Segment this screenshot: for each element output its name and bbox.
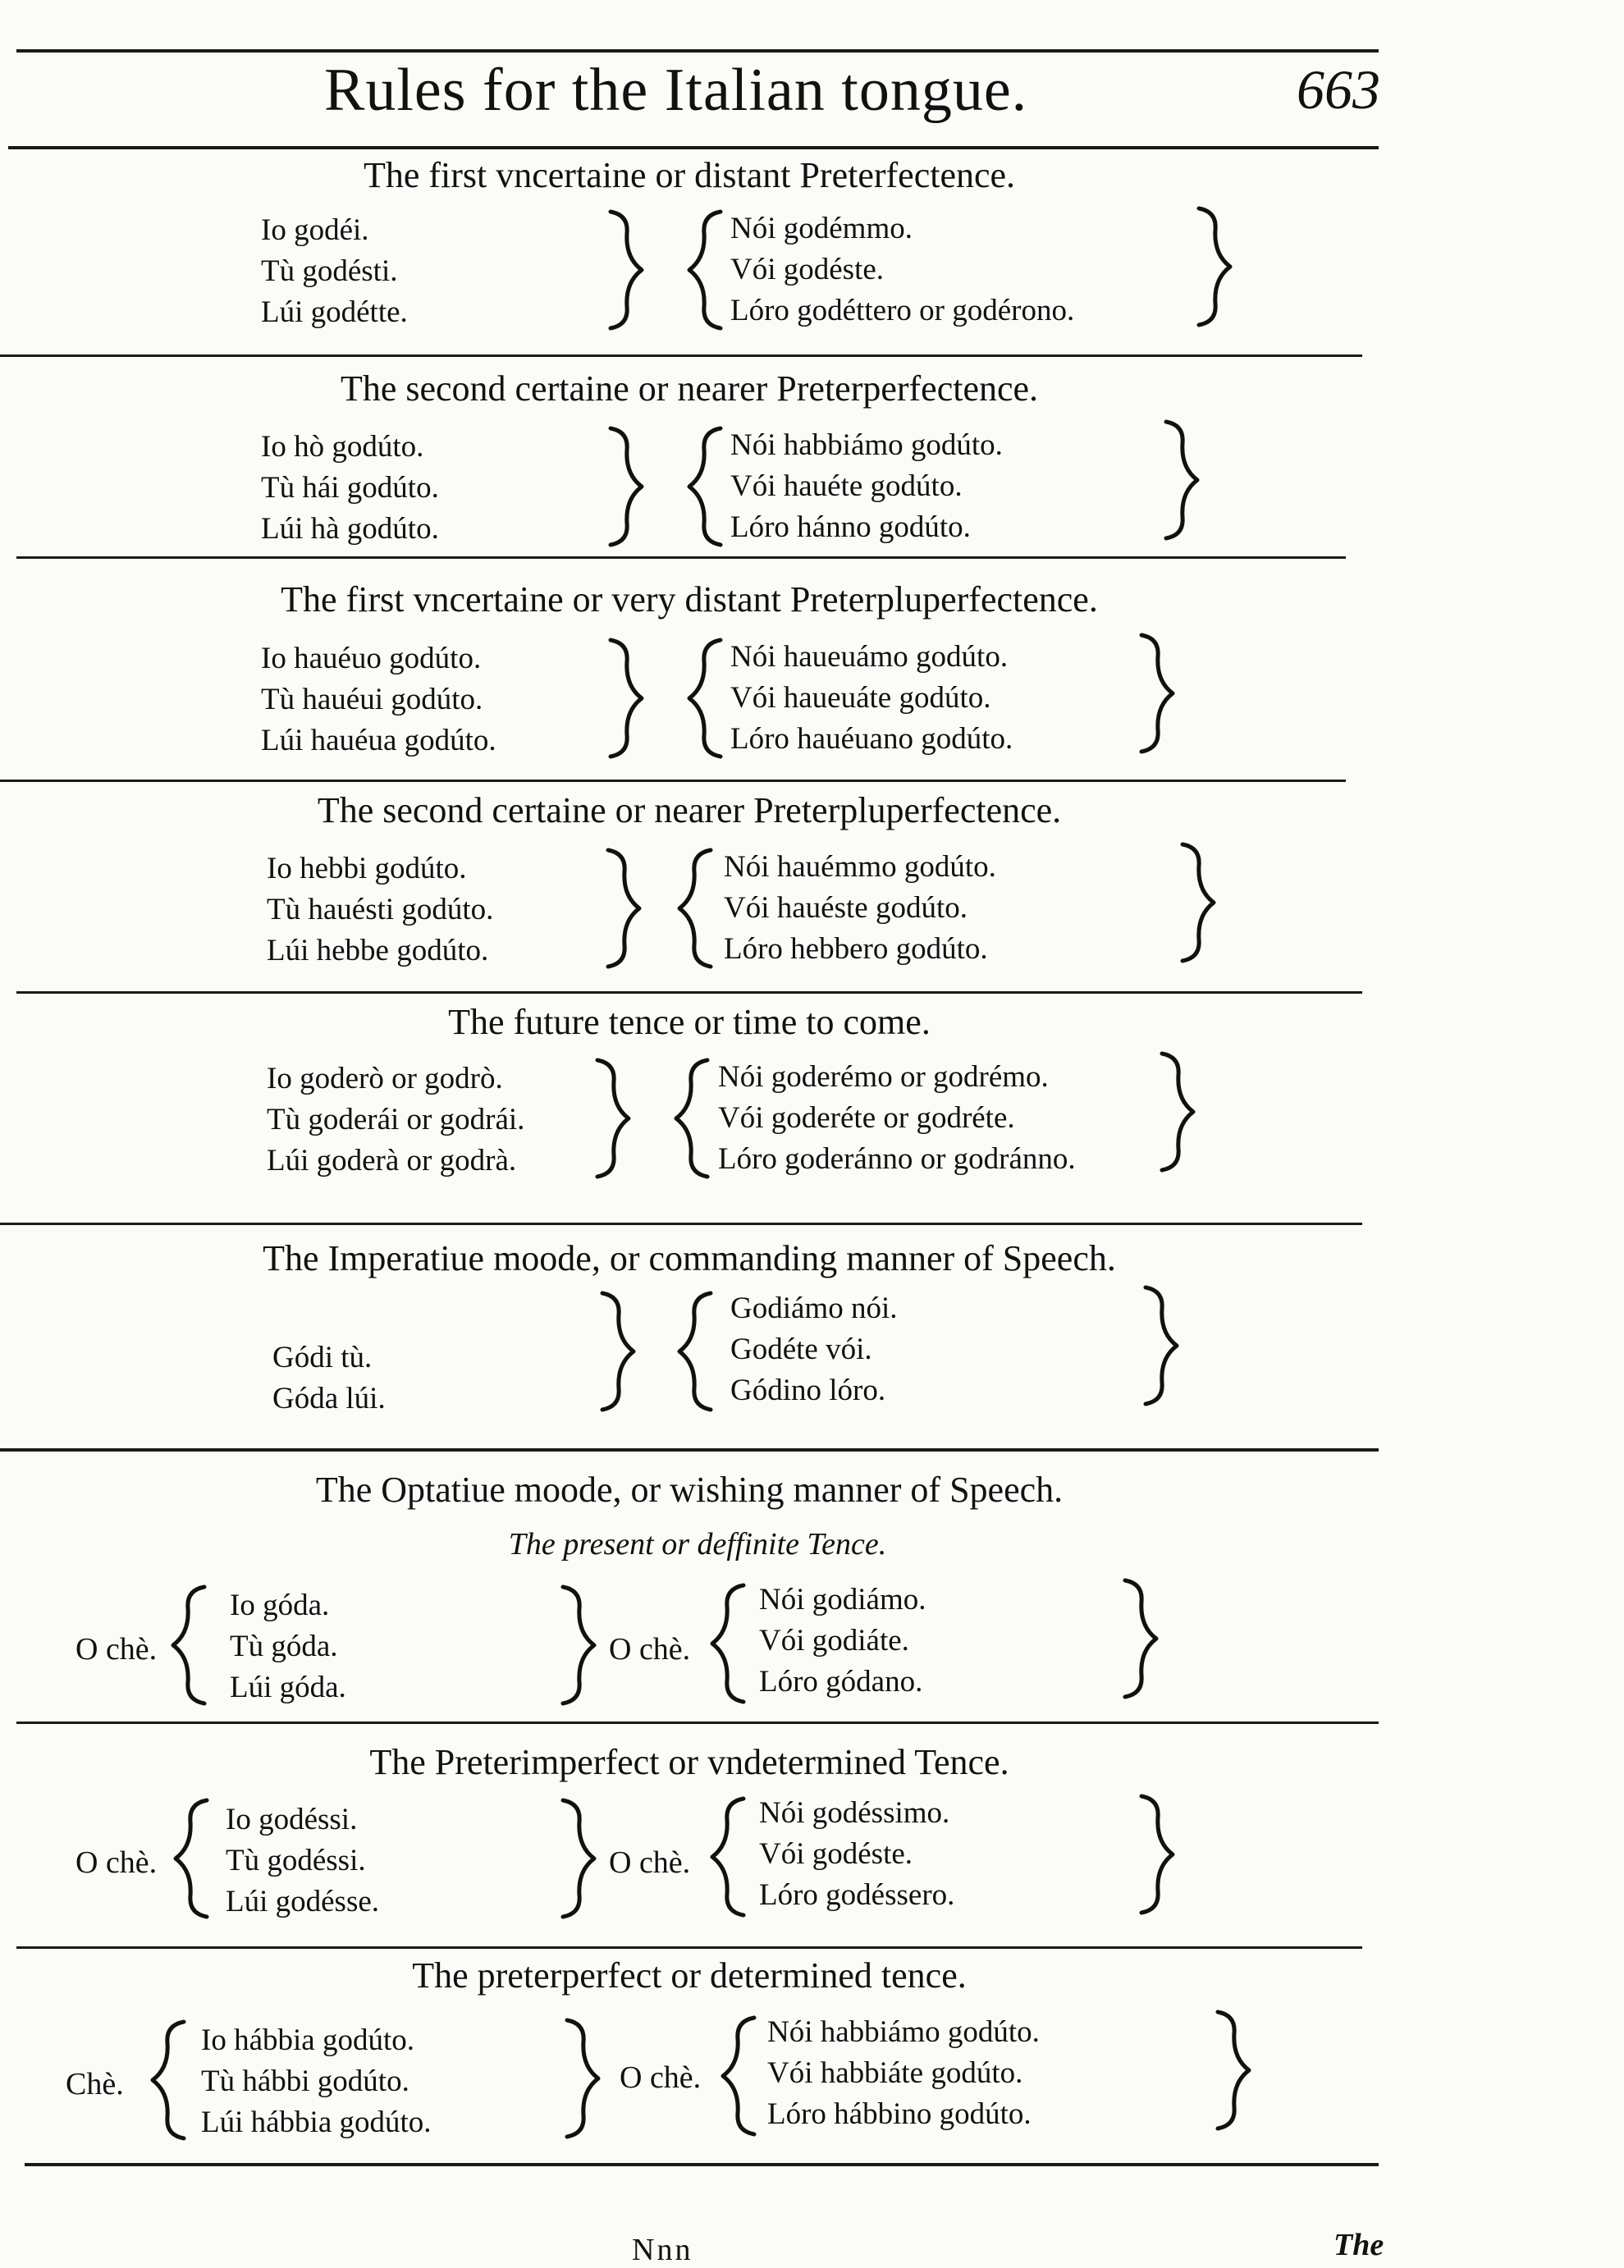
- right-brace: [1161, 418, 1202, 542]
- left-conjugation: [230, 1585, 346, 1708]
- bottom-rule: [25, 2163, 1379, 2166]
- lead-word: Chè.: [66, 2067, 124, 2101]
- right-conjugation: [730, 208, 1074, 332]
- conjugation-line: Lóro hauéuano godúto.: [730, 722, 1013, 756]
- catchword: The: [1334, 2228, 1384, 2262]
- right-brace: [1194, 205, 1235, 328]
- conjugation-line: Lóro hebbero godúto.: [724, 932, 988, 966]
- right-conjugation: [718, 1057, 1076, 1180]
- left-brace: [684, 637, 725, 760]
- right-conjugation: [730, 425, 1003, 548]
- conjugation-line: Io hebbi godúto.: [267, 852, 467, 885]
- section-title: The second certaine or nearer Preterperfectence.: [340, 368, 1039, 409]
- right-brace: [562, 2017, 603, 2140]
- conjugation-line: Lóro godéttero or godérono.: [730, 294, 1075, 327]
- left-conjugation: [261, 638, 496, 761]
- left-brace: [684, 208, 725, 332]
- right-brace: [1137, 632, 1178, 755]
- conjugation-line: Lúi hauéua godúto.: [261, 724, 496, 757]
- left-conjugation: [267, 848, 493, 972]
- conjugation-line: Lóro godéssero.: [759, 1878, 955, 1912]
- right-brace: [592, 1057, 634, 1180]
- conjugation-line: Lóro hábbino godúto.: [767, 2097, 1032, 2131]
- right-brace: [558, 1584, 599, 1707]
- left-brace: [718, 2014, 759, 2138]
- section-title: The preterperfect or determined tence.: [412, 1955, 967, 1996]
- section-title: The first vncertaine or very distant Preterpluperfectence.: [281, 579, 1098, 620]
- left-conjugation: [272, 1337, 386, 1420]
- conjugation-line: Vói goderéte or godréte.: [718, 1101, 1015, 1135]
- section-rule: [16, 991, 1362, 994]
- right-conjugation: [724, 847, 996, 970]
- section-subtitle: The present or deffinite Tence.: [508, 1527, 887, 1562]
- right-brace: [1157, 1050, 1198, 1173]
- conjugation-line: Godéte vói.: [730, 1333, 872, 1366]
- conjugation-line: Vói habbiáte godúto.: [767, 2056, 1023, 2090]
- conjugation-line: Tù góda.: [230, 1630, 338, 1663]
- left-conjugation: [267, 1059, 524, 1182]
- left-brace: [671, 1057, 712, 1180]
- conjugation-line: Nói goderémo or godrémo.: [718, 1060, 1049, 1094]
- right-brace: [1178, 841, 1219, 964]
- right-brace: [1141, 1284, 1182, 1407]
- right-brace: [606, 425, 647, 548]
- section-title: The Preterimperfect or vndetermined Tence.: [369, 1742, 1009, 1782]
- conjugation-line: Tù hái godúto.: [261, 471, 439, 505]
- conjugation-line: Tù hauésti godúto.: [267, 893, 494, 926]
- conjugation-line: Tù godéssi.: [226, 1844, 366, 1877]
- conjugation-line: Tù hábbi godúto.: [201, 2065, 409, 2098]
- left-brace: [148, 2019, 189, 2142]
- conjugation-line: Io góda.: [230, 1589, 330, 1622]
- conjugation-line: Io hò godúto.: [261, 430, 424, 464]
- section-title: The future tence or time to come.: [448, 1002, 931, 1042]
- running-title: Rules for the Italian tongue.: [324, 57, 1028, 124]
- section-title: The first vncertaine or distant Preterfectence.: [363, 155, 1016, 195]
- conjugation-line: Godiámo nói.: [730, 1292, 898, 1325]
- conjugation-line: Gódi tù.: [272, 1341, 373, 1374]
- right-conjugation: [767, 2012, 1040, 2135]
- conjugation-line: Nói godémmo.: [730, 212, 913, 245]
- right-conjugation: [759, 1793, 954, 1916]
- conjugation-line: Io hauéuo godúto.: [261, 642, 482, 675]
- section-title: The Optatiue moode, or wishing manner of Speech.: [315, 1470, 1064, 1510]
- right-brace: [606, 208, 647, 332]
- conjugation-line: Io goderò or godrò.: [267, 1062, 503, 1095]
- section-rule: [0, 1448, 1379, 1452]
- right-brace: [597, 1290, 638, 1413]
- conjugation-line: Nói godiámo.: [759, 1583, 926, 1616]
- left-conjugation: [226, 1799, 379, 1923]
- left-brace: [707, 1582, 748, 1705]
- conjugation-line: Lúi goderà or godrà.: [267, 1144, 517, 1177]
- conjugation-line: Nói habbiámo godúto.: [767, 2015, 1040, 2049]
- section-title: The second certaine or nearer Preterpluperfectence.: [317, 790, 1062, 830]
- right-conjugation: [730, 637, 1013, 760]
- left-conjugation: [261, 210, 408, 333]
- conjugation-line: Vói haueuáte godúto.: [730, 681, 991, 715]
- conjugation-line: Vói godiáte.: [759, 1624, 909, 1658]
- section-rule: [16, 556, 1346, 559]
- page-number: 663: [1297, 58, 1380, 121]
- conjugation-line: Nói godéssimo.: [759, 1796, 950, 1830]
- conjugation-line: Tù hauéui godúto.: [261, 683, 483, 716]
- right-brace: [558, 1797, 599, 1920]
- header-rule: [8, 146, 1379, 149]
- conjugation-line: Lóro goderánno or godránno.: [718, 1142, 1076, 1176]
- section-rule: [16, 1722, 1379, 1724]
- conjugation-line: Vói godéste.: [759, 1837, 913, 1871]
- lead-word: O chè.: [609, 1845, 691, 1880]
- conjugation-line: Nói haueuámo godúto.: [730, 640, 1009, 674]
- conjugation-line: Nói habbiámo godúto.: [730, 428, 1003, 462]
- left-brace: [168, 1584, 209, 1707]
- conjugation-line: Tù goderái or godrái.: [267, 1103, 525, 1136]
- conjugation-line: Nói hauémmo godúto.: [724, 850, 996, 884]
- left-brace: [171, 1797, 212, 1920]
- section-title: The Imperatiue moode, or commanding manner of Speech.: [263, 1238, 1116, 1278]
- lead-word: O chè.: [620, 2060, 702, 2095]
- conjugation-line: Vói hauéte godúto.: [730, 469, 963, 503]
- left-brace: [684, 425, 725, 548]
- lead-word: O chè.: [75, 1632, 158, 1667]
- section-rule: [0, 1223, 1362, 1225]
- conjugation-line: Lúi góda.: [230, 1671, 346, 1704]
- conjugation-line: Lúi hábbia godúto.: [201, 2106, 432, 2139]
- right-brace: [606, 637, 647, 760]
- conjugation-line: Lóro hánno godúto.: [730, 510, 971, 544]
- conjugation-line: Io godéi.: [261, 213, 369, 247]
- right-conjugation: [759, 1580, 926, 1703]
- conjugation-line: Lóro gódano.: [759, 1665, 923, 1699]
- left-conjugation: [261, 427, 439, 550]
- lead-word: O chè.: [609, 1632, 691, 1667]
- right-conjugation: [730, 1288, 897, 1411]
- top-rule: [16, 49, 1379, 53]
- right-brace: [1137, 1793, 1178, 1916]
- conjugation-line: Io hábbia godúto.: [201, 2023, 414, 2057]
- conjugation-line: Gódino lóro.: [730, 1374, 886, 1407]
- right-brace: [603, 847, 644, 970]
- left-brace: [675, 1290, 716, 1413]
- conjugation-line: Tù godésti.: [261, 254, 398, 288]
- conjugation-line: Góda lúi.: [272, 1382, 386, 1415]
- left-brace: [675, 847, 716, 970]
- conjugation-line: Vói godéste.: [730, 253, 885, 286]
- signature-mark: Nnn: [632, 2233, 693, 2267]
- section-rule: [0, 780, 1346, 782]
- conjugation-line: Io godéssi.: [226, 1803, 358, 1836]
- section-rule: [0, 354, 1362, 357]
- conjugation-line: Lúi hebbe godúto.: [267, 934, 489, 967]
- lead-word: O chè.: [75, 1845, 158, 1880]
- right-brace: [1120, 1577, 1161, 1700]
- conjugation-line: Lúi godétte.: [261, 295, 408, 329]
- conjugation-line: Vói hauéste godúto.: [724, 891, 968, 925]
- section-rule: [16, 1946, 1362, 1949]
- left-brace: [707, 1795, 748, 1918]
- left-conjugation: [201, 2020, 432, 2143]
- conjugation-line: Lúi godésse.: [226, 1885, 380, 1918]
- right-brace: [1213, 2009, 1254, 2132]
- conjugation-line: Lúi hà godúto.: [261, 512, 439, 546]
